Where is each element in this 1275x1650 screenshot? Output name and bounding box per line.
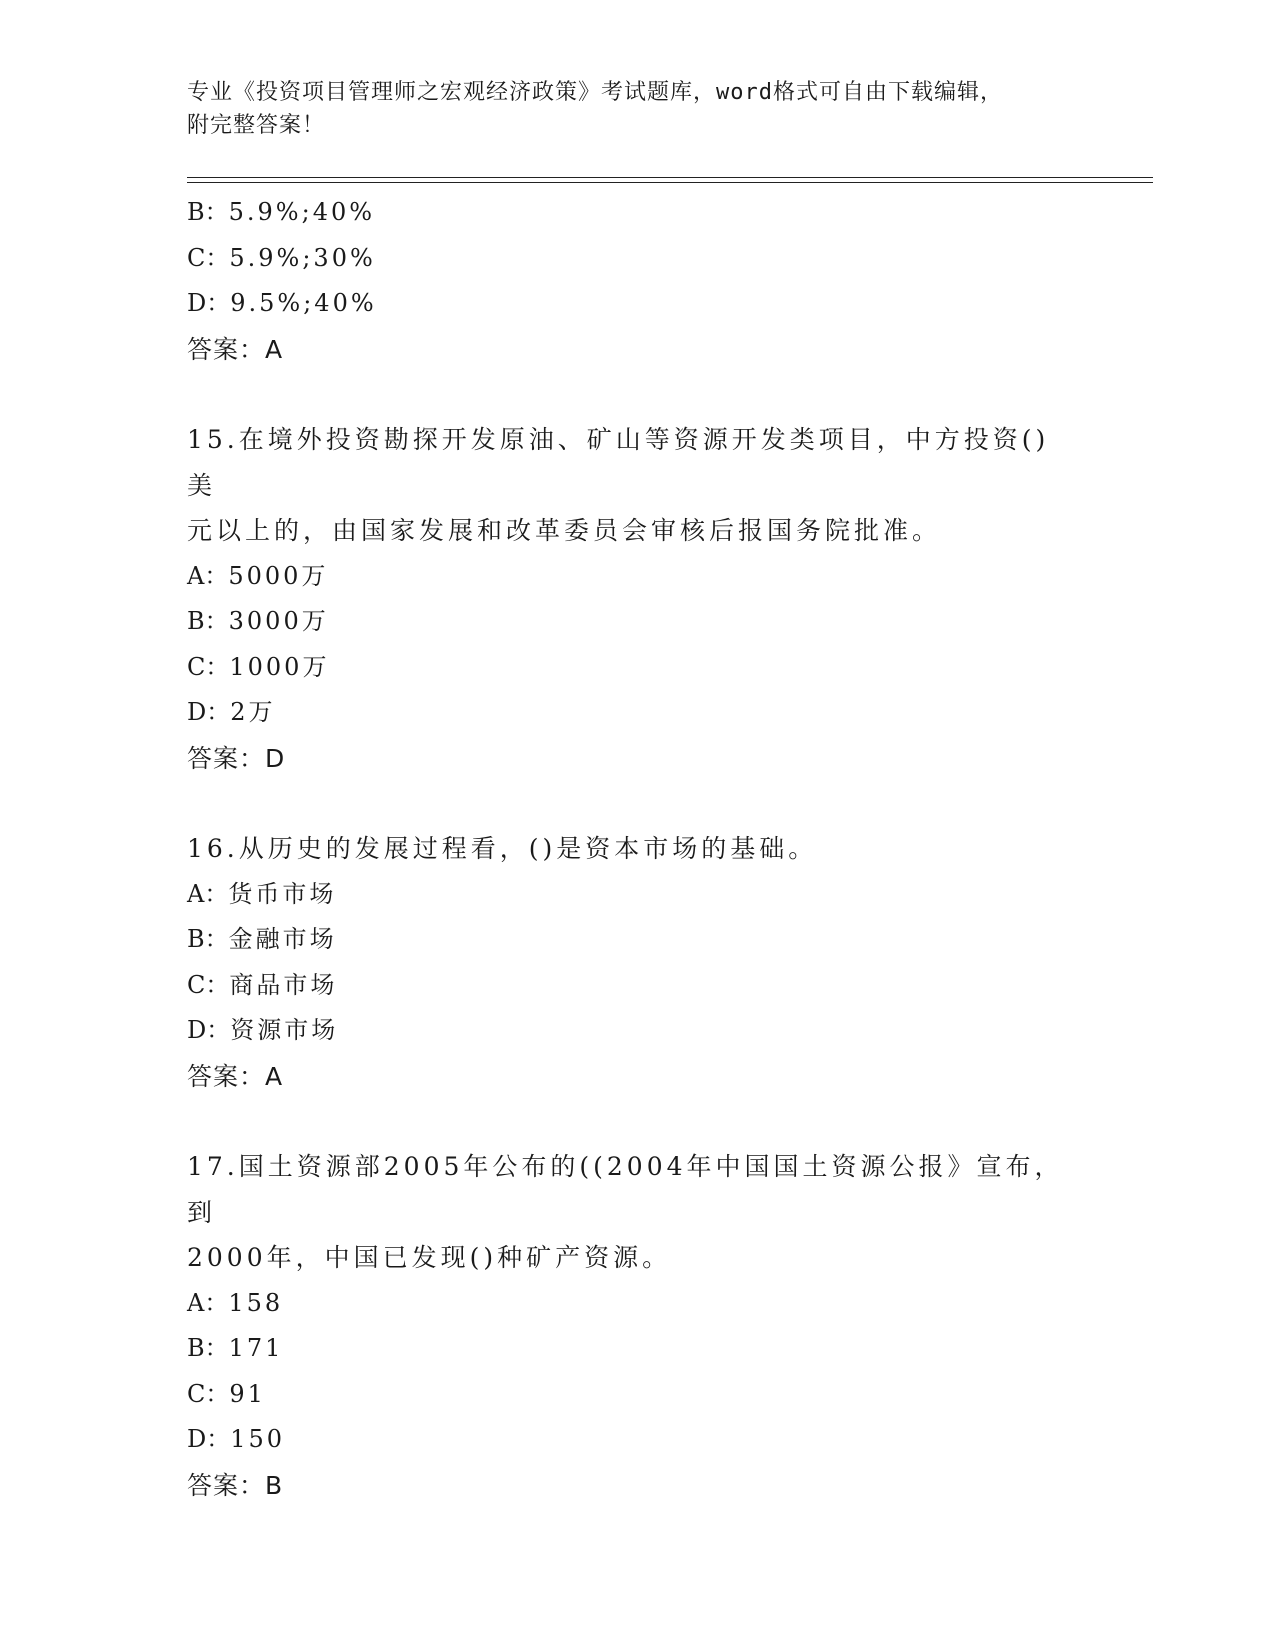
question-17 [187, 1144, 1087, 1508]
answer-line: 答案：D [187, 743, 286, 773]
option-c: C：商品市场 [187, 970, 338, 999]
option-b: B：金融市场 [187, 925, 337, 953]
document-header [187, 76, 1067, 142]
option-a: A：158 [187, 1288, 284, 1317]
question-stem: 16.从历史的发展过程看，()是资本市场的基础。 [187, 834, 818, 863]
option-d: D：资源市场 [187, 1016, 339, 1044]
question-15 [187, 417, 1087, 781]
header-divider-top [187, 177, 1153, 178]
header-line-2: 附完整答案！ [187, 113, 326, 138]
option-b: B：3000万 [187, 607, 329, 635]
option-a: A：5000万 [187, 561, 329, 590]
header-line-1: 专业《投资项目管理师之宏观经济政策》考试题库，word格式可自由下载编辑， [187, 80, 1003, 105]
option-b: B：171 [187, 1334, 284, 1362]
spacer [187, 781, 1087, 826]
answer-line: 答案：A [187, 1061, 284, 1091]
spacer [187, 372, 1087, 417]
question-stem: 17.国土资源部2005年公布的((2004年中国国土资源公报》宣布，到 2000年，中国已发现()种矿产资源。 [187, 1152, 1064, 1272]
option-b: B：5.9%;40% [187, 198, 376, 226]
question-partial [187, 190, 1087, 372]
question-list [187, 190, 1087, 1508]
option-d: D：9.5%;40% [187, 289, 377, 317]
option-d: D：2万 [187, 698, 276, 726]
question-16 [187, 826, 1087, 1099]
option-c: C：91 [187, 1379, 266, 1408]
option-d: D：150 [187, 1425, 286, 1453]
answer-line: 答案：B [187, 1470, 284, 1500]
option-a: A：货币市场 [187, 879, 337, 908]
header-divider-bottom [187, 182, 1153, 183]
option-c: C：1000万 [187, 652, 330, 681]
option-c: C：5.9%;30% [187, 243, 376, 272]
answer-line: 答案：A [187, 334, 284, 364]
question-stem: 15.在境外投资勘探开发原油、矿山等资源开发类项目，中方投资()美 元以上的，由国家发展和改革委员会审核后报国务院批准。 [187, 425, 1050, 545]
spacer [187, 1099, 1087, 1144]
